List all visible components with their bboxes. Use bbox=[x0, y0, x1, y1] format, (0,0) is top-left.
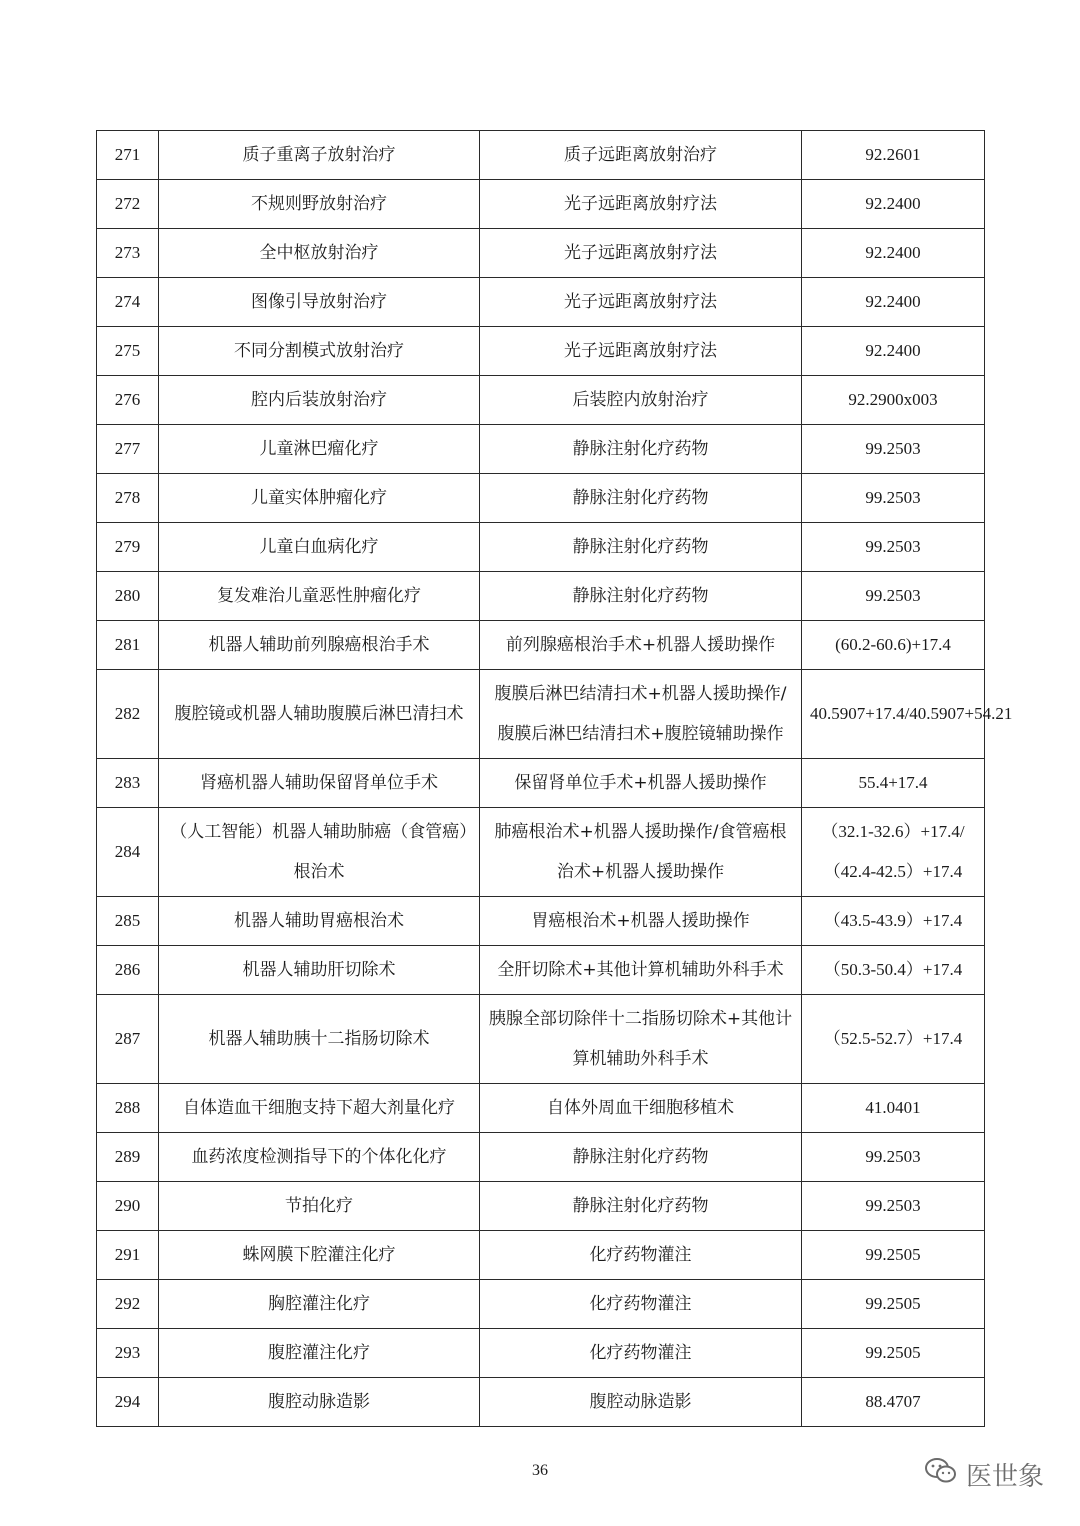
table-row bbox=[97, 180, 985, 229]
procedure-name: 胰腺全部切除伴十二指肠切除术+其他计算机辅助外科手术 bbox=[480, 995, 802, 1084]
table-row bbox=[97, 808, 985, 897]
procedure-code: （32.1-32.6）+17.4/（42.4-42.5）+17.4 bbox=[802, 808, 985, 897]
procedure-name: 光子远距离放射疗法 bbox=[480, 278, 802, 327]
item-name: 全中枢放射治疗 bbox=[159, 229, 480, 278]
row-number: 293 bbox=[97, 1329, 159, 1378]
table-row bbox=[97, 523, 985, 572]
page-number: 36 bbox=[532, 1462, 548, 1479]
row-number: 284 bbox=[97, 808, 159, 897]
item-name: 质子重离子放射治疗 bbox=[159, 131, 480, 180]
row-number: 272 bbox=[97, 180, 159, 229]
row-number: 289 bbox=[97, 1133, 159, 1182]
procedure-code: 99.2503 bbox=[802, 572, 985, 621]
row-number: 281 bbox=[97, 621, 159, 670]
item-name: 儿童白血病化疗 bbox=[159, 523, 480, 572]
procedure-name: 化疗药物灌注 bbox=[480, 1329, 802, 1378]
item-name: 机器人辅助肝切除术 bbox=[159, 946, 480, 995]
procedure-name: 静脉注射化疗药物 bbox=[480, 1133, 802, 1182]
procedure-name: 保留肾单位手术+机器人援助操作 bbox=[480, 759, 802, 808]
procedure-code: （43.5-43.9）+17.4 bbox=[802, 897, 985, 946]
table-row bbox=[97, 1084, 985, 1133]
table-row bbox=[97, 327, 985, 376]
table-row bbox=[97, 946, 985, 995]
item-name: 机器人辅助前列腺癌根治手术 bbox=[159, 621, 480, 670]
row-number: 290 bbox=[97, 1182, 159, 1231]
item-name: 儿童淋巴瘤化疗 bbox=[159, 425, 480, 474]
table-row bbox=[97, 278, 985, 327]
procedure-code: 99.2503 bbox=[802, 523, 985, 572]
procedure-code: 92.2400 bbox=[802, 180, 985, 229]
row-number: 292 bbox=[97, 1280, 159, 1329]
item-name: 腔内后装放射治疗 bbox=[159, 376, 480, 425]
row-number: 280 bbox=[97, 572, 159, 621]
row-number: 276 bbox=[97, 376, 159, 425]
item-name: 机器人辅助胃癌根治术 bbox=[159, 897, 480, 946]
procedure-name: 光子远距离放射疗法 bbox=[480, 180, 802, 229]
code-table bbox=[96, 130, 1013, 1427]
procedure-code: 92.2400 bbox=[802, 327, 985, 376]
item-name: 自体造血干细胞支持下超大剂量化疗 bbox=[159, 1084, 480, 1133]
row-number: 282 bbox=[97, 670, 159, 759]
procedure-code: （50.3-50.4）+17.4 bbox=[802, 946, 985, 995]
item-name: 机器人辅助胰十二指肠切除术 bbox=[159, 995, 480, 1084]
row-number: 275 bbox=[97, 327, 159, 376]
procedure-code: 55.4+17.4 bbox=[802, 759, 985, 808]
row-number: 271 bbox=[97, 131, 159, 180]
procedure-code: 92.2400 bbox=[802, 278, 985, 327]
procedure-code: 40.5907+17.4/40.5907+54.21 bbox=[802, 670, 985, 759]
procedure-name: 质子远距离放射治疗 bbox=[480, 131, 802, 180]
procedure-name: 自体外周血干细胞移植术 bbox=[480, 1084, 802, 1133]
table-row bbox=[97, 621, 985, 670]
procedure-code: 99.2503 bbox=[802, 1182, 985, 1231]
wechat-icon bbox=[924, 1456, 958, 1493]
procedure-code: 88.4707 bbox=[802, 1378, 985, 1427]
row-number: 291 bbox=[97, 1231, 159, 1280]
item-name: 不同分割模式放射治疗 bbox=[159, 327, 480, 376]
procedure-name: 静脉注射化疗药物 bbox=[480, 572, 802, 621]
table-row bbox=[97, 897, 985, 946]
table-row bbox=[97, 1182, 985, 1231]
table-row bbox=[97, 229, 985, 278]
item-name: 儿童实体肿瘤化疗 bbox=[159, 474, 480, 523]
procedure-code: 92.2900x003 bbox=[802, 376, 985, 425]
item-name: 不规则野放射治疗 bbox=[159, 180, 480, 229]
procedure-name: 腹膜后淋巴结清扫术+机器人援助操作/腹膜后淋巴结清扫术+腹腔镜辅助操作 bbox=[480, 670, 802, 759]
item-name: 腹腔灌注化疗 bbox=[159, 1329, 480, 1378]
procedure-code: 99.2503 bbox=[802, 425, 985, 474]
procedure-name: 腹腔动脉造影 bbox=[480, 1378, 802, 1427]
procedure-name: 肺癌根治术+机器人援助操作/食管癌根治术+机器人援助操作 bbox=[480, 808, 802, 897]
row-number: 294 bbox=[97, 1378, 159, 1427]
table-row bbox=[97, 474, 985, 523]
procedure-name: 静脉注射化疗药物 bbox=[480, 425, 802, 474]
procedure-code: 92.2400 bbox=[802, 229, 985, 278]
procedure-code: （52.5-52.7）+17.4 bbox=[802, 995, 985, 1084]
item-name: 胸腔灌注化疗 bbox=[159, 1280, 480, 1329]
procedure-code: 99.2505 bbox=[802, 1329, 985, 1378]
table-row bbox=[97, 1329, 985, 1378]
row-number: 287 bbox=[97, 995, 159, 1084]
procedure-code: 99.2503 bbox=[802, 1133, 985, 1182]
table-row bbox=[97, 759, 985, 808]
table-row bbox=[97, 425, 985, 474]
procedure-name: 光子远距离放射疗法 bbox=[480, 229, 802, 278]
procedure-code: (60.2-60.6)+17.4 bbox=[802, 621, 985, 670]
table-row bbox=[97, 376, 985, 425]
item-name: 肾癌机器人辅助保留肾单位手术 bbox=[159, 759, 480, 808]
procedure-name: 全肝切除术+其他计算机辅助外科手术 bbox=[480, 946, 802, 995]
procedure-code: 99.2503 bbox=[802, 474, 985, 523]
item-name: 图像引导放射治疗 bbox=[159, 278, 480, 327]
procedure-name: 后装腔内放射治疗 bbox=[480, 376, 802, 425]
item-name: 血药浓度检测指导下的个体化化疗 bbox=[159, 1133, 480, 1182]
table-body bbox=[97, 131, 1013, 1427]
procedure-name: 化疗药物灌注 bbox=[480, 1231, 802, 1280]
procedure-name: 静脉注射化疗药物 bbox=[480, 523, 802, 572]
item-name: 腹腔镜或机器人辅助腹膜后淋巴清扫术 bbox=[159, 670, 480, 759]
row-number: 279 bbox=[97, 523, 159, 572]
row-number: 283 bbox=[97, 759, 159, 808]
procedure-code: 92.2601 bbox=[802, 131, 985, 180]
row-number: 288 bbox=[97, 1084, 159, 1133]
procedure-name: 前列腺癌根治手术+机器人援助操作 bbox=[480, 621, 802, 670]
table-row bbox=[97, 1280, 985, 1329]
table-row bbox=[97, 995, 985, 1084]
table-row bbox=[97, 1231, 985, 1280]
item-name: （人工智能）机器人辅助肺癌（食管癌）根治术 bbox=[159, 808, 480, 897]
table-row bbox=[97, 572, 985, 621]
procedure-code: 41.0401 bbox=[802, 1084, 985, 1133]
row-number: 277 bbox=[97, 425, 159, 474]
procedure-code: 99.2505 bbox=[802, 1231, 985, 1280]
table-row bbox=[97, 1133, 985, 1182]
row-number: 274 bbox=[97, 278, 159, 327]
procedure-name: 静脉注射化疗药物 bbox=[480, 1182, 802, 1231]
row-number: 285 bbox=[97, 897, 159, 946]
table-row bbox=[97, 1378, 985, 1427]
item-name: 蛛网膜下腔灌注化疗 bbox=[159, 1231, 480, 1280]
row-number: 273 bbox=[97, 229, 159, 278]
procedure-name: 化疗药物灌注 bbox=[480, 1280, 802, 1329]
item-name: 复发难治儿童恶性肿瘤化疗 bbox=[159, 572, 480, 621]
procedure-name: 光子远距离放射疗法 bbox=[480, 327, 802, 376]
table-row bbox=[97, 131, 985, 180]
row-number: 286 bbox=[97, 946, 159, 995]
watermark bbox=[924, 1456, 1044, 1493]
watermark-text: 医世象 bbox=[965, 1462, 1044, 1492]
item-name: 腹腔动脉造影 bbox=[159, 1378, 480, 1427]
procedure-name: 胃癌根治术+机器人援助操作 bbox=[480, 897, 802, 946]
row-number: 278 bbox=[97, 474, 159, 523]
table-row bbox=[97, 670, 985, 759]
procedure-code: 99.2505 bbox=[802, 1280, 985, 1329]
item-name: 节拍化疗 bbox=[159, 1182, 480, 1231]
procedure-name: 静脉注射化疗药物 bbox=[480, 474, 802, 523]
